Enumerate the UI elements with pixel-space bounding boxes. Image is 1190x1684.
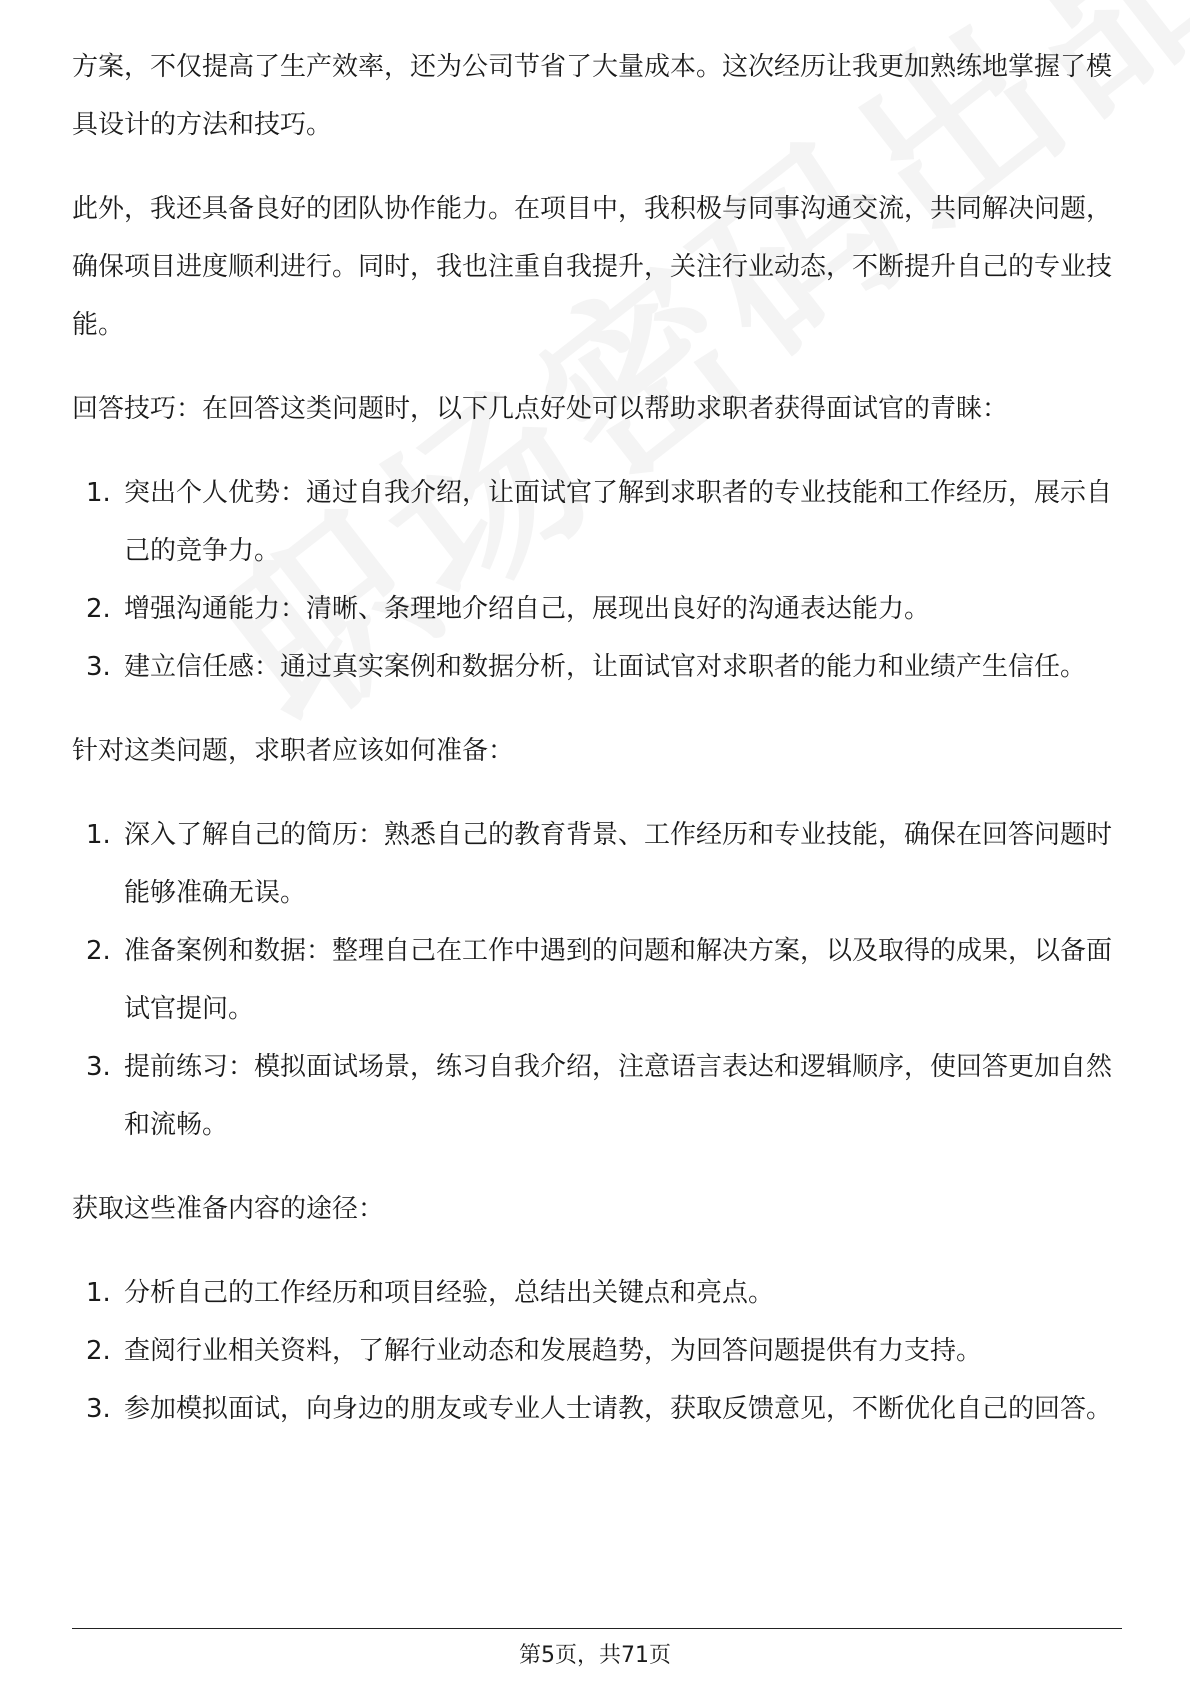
list-item <box>72 638 1122 696</box>
list-item <box>72 464 1122 580</box>
list-item <box>72 1264 1122 1322</box>
list-text: 突出个人优势：通过自我介绍，让面试官了解到求职者的专业技能和工作经历，展示自己的竞争力。 <box>124 478 1113 566</box>
list-text: 分析自己的工作经历和项目经验，总结出关键点和亮点。 <box>124 1278 775 1308</box>
paragraph-teamwork: 此外，我还具备良好的团队协作能力。在项目中，我积极与同事沟通交流，共同解决问题，确保项目进度顺利进行。同时，我也注重自我提升，关注行业动态，不断提升自己的专业技能。 <box>72 194 1113 340</box>
list-text: 参加模拟面试，向身边的朋友或专业人士请教，获取反馈意见，不断优化自己的回答。 <box>124 1394 1113 1424</box>
tips-intro: 回答技巧：在回答这类问题时，以下几点好处可以帮助求职者获得面试官的青睐： <box>72 394 1009 424</box>
source-intro: 获取这些准备内容的途径： <box>72 1194 385 1224</box>
prep-intro: 针对这类问题，求职者应该如何准备： <box>72 736 515 766</box>
list-text: 深入了解自己的简历：熟悉自己的教育背景、工作经历和专业技能，确保在回答问题时能够准确无误。 <box>124 820 1113 908</box>
document-body <box>72 38 1122 1438</box>
list-text: 准备案例和数据：整理自己在工作中遇到的问题和解决方案，以及取得的成果，以备面试官提问。 <box>124 936 1113 1024</box>
list-text: 提前练习：模拟面试场景，练习自我介绍，注意语言表达和逻辑顺序，使回答更加自然和流畅。 <box>124 1052 1113 1140</box>
footer-divider <box>72 1628 1122 1629</box>
page-number: 第5页，共71页 <box>519 1643 671 1668</box>
list-number: 2. <box>86 594 111 624</box>
list-item <box>72 1380 1122 1438</box>
sources-list <box>72 1264 1122 1438</box>
list-item <box>72 806 1122 922</box>
list-item <box>72 1038 1122 1154</box>
list-text: 查阅行业相关资料，了解行业动态和发展趋势，为回答问题提供有力支持。 <box>124 1336 983 1366</box>
tips-list <box>72 464 1122 696</box>
list-text: 增强沟通能力：清晰、条理地介绍自己，展现出良好的沟通表达能力。 <box>124 594 931 624</box>
list-number: 1. <box>86 478 111 508</box>
list-number: 2. <box>86 936 111 966</box>
list-number: 1. <box>86 820 111 850</box>
paragraph-project-result: 方案，不仅提高了生产效率，还为公司节省了大量成本。这次经历让我更加熟练地掌握了模具设计的方法和技巧。 <box>72 52 1113 140</box>
list-number: 3. <box>86 1052 111 1082</box>
list-text: 建立信任感：通过真实案例和数据分析，让面试官对求职者的能力和业绩产生信任。 <box>124 652 1087 682</box>
list-item <box>72 922 1122 1038</box>
list-item <box>72 580 1122 638</box>
list-number: 3. <box>86 652 111 682</box>
list-item <box>72 1322 1122 1380</box>
list-number: 1. <box>86 1278 111 1308</box>
list-number: 3. <box>86 1394 111 1424</box>
prep-list <box>72 806 1122 1154</box>
list-number: 2. <box>86 1336 111 1366</box>
